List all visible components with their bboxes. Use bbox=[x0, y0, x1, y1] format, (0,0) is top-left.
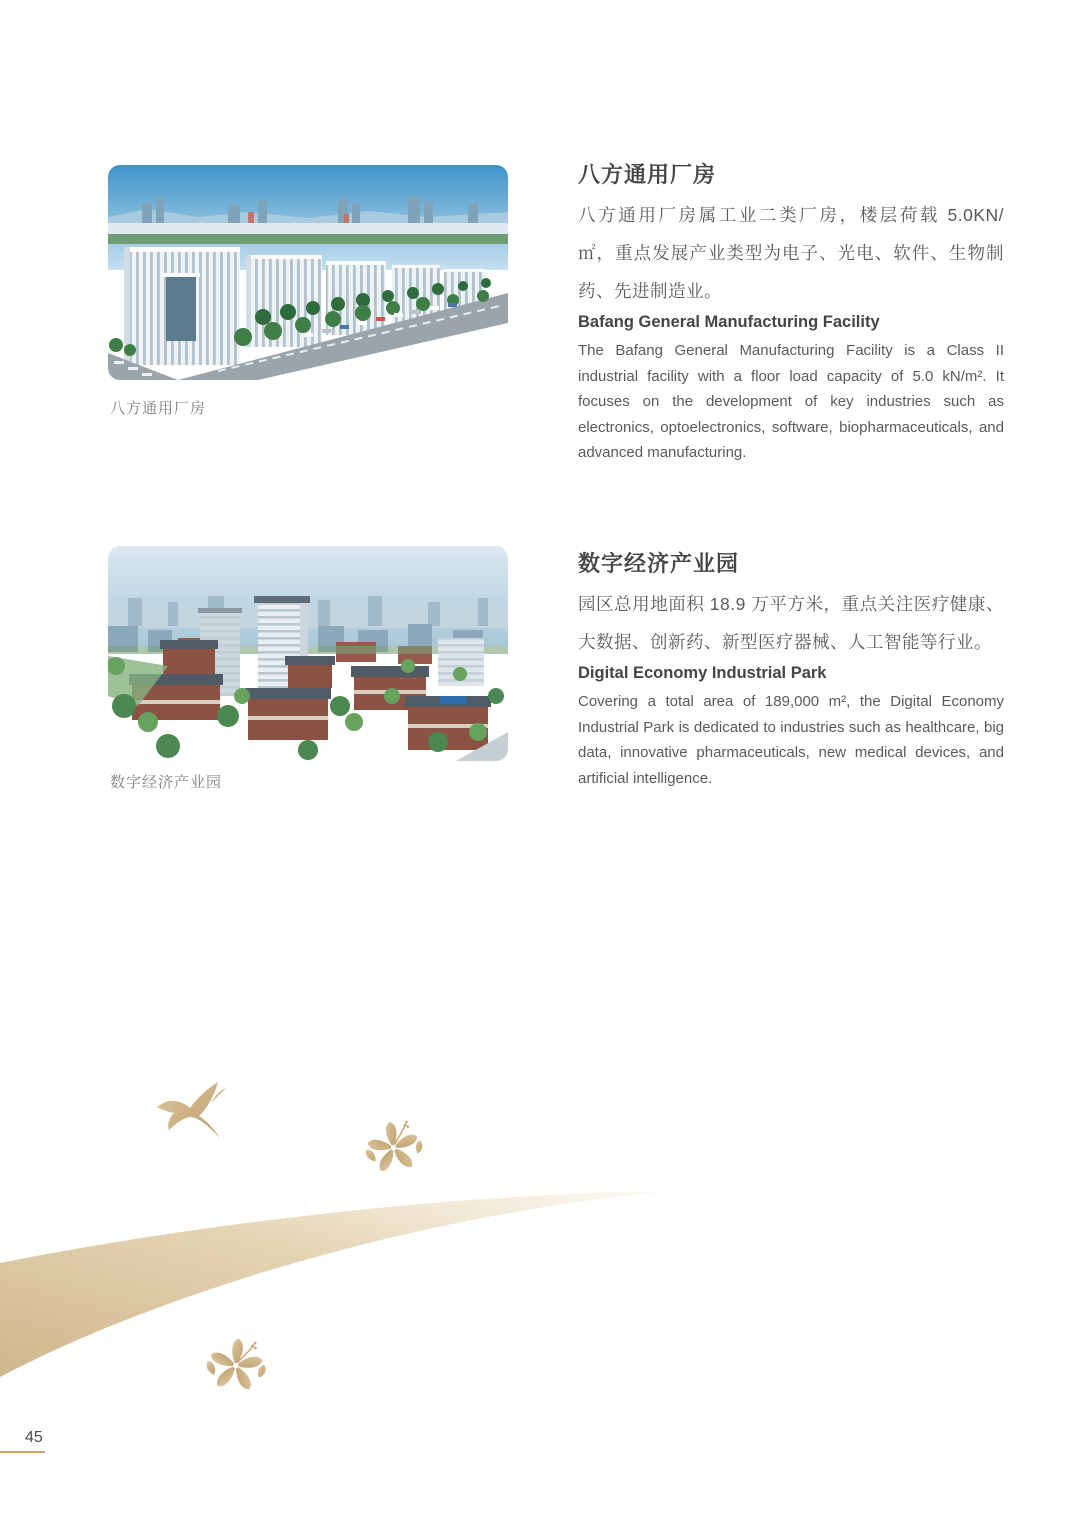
photo-bafang-facility bbox=[108, 165, 508, 380]
page-number: 45 bbox=[25, 1429, 43, 1446]
flying-egret-icon bbox=[156, 1081, 240, 1141]
hibiscus-icon bbox=[356, 1113, 431, 1178]
gold-swoosh-curve bbox=[0, 1185, 680, 1390]
photo-caption: 八方通用厂房 bbox=[110, 400, 207, 417]
en-body: The Bafang General Manufacturing Facility is a Class II industrial facility with a floor load capacity of 5.0 kN/m². It focuses on the development of key industries such as electronics, optoelectronics, software, biopharmaceuticals, and advanced manufacturing. bbox=[578, 342, 1004, 462]
zh-body: 八方通用厂房属工业二类厂房，楼层荷载 5.0KN/ ㎡，重点发展产业类型为电子、光电、软件、生物制药、先进制造业。 bbox=[578, 205, 1004, 301]
zh-heading: 八方通用厂房 bbox=[578, 162, 717, 187]
zh-body: 园区总用地面积 18.9 万平方米，重点关注医疗健康、大数据、创新药、新型医疗器械、人工智能等行业。 bbox=[578, 594, 1004, 652]
page-number-rule bbox=[0, 1451, 45, 1453]
photo-digital-economy-park bbox=[108, 546, 508, 761]
photo-caption: 数字经济产业园 bbox=[110, 774, 223, 791]
swoosh-icon bbox=[0, 1185, 680, 1390]
bird-icon bbox=[156, 1081, 240, 1141]
en-heading: Digital Economy Industrial Park bbox=[578, 664, 827, 682]
aerial-photo-illustration bbox=[108, 546, 508, 761]
hibiscus-icon bbox=[195, 1330, 279, 1396]
en-body: Covering a total area of 189,000 m², the Digital Economy Industrial Park is dedicated to industries such as healthcare, big data, innovative pharmaceuticals, new medical devices, and artificial intelligence. bbox=[578, 693, 1004, 787]
zh-heading: 数字经济产业园 bbox=[578, 551, 740, 576]
section-bafang bbox=[578, 160, 1004, 466]
aerial-photo-illustration bbox=[108, 165, 508, 380]
en-heading: Bafang General Manufacturing Facility bbox=[578, 313, 880, 331]
hibiscus-flower-icon bbox=[356, 1113, 431, 1178]
hibiscus-flower-icon bbox=[195, 1330, 279, 1396]
section-digital-economy bbox=[578, 549, 1004, 791]
